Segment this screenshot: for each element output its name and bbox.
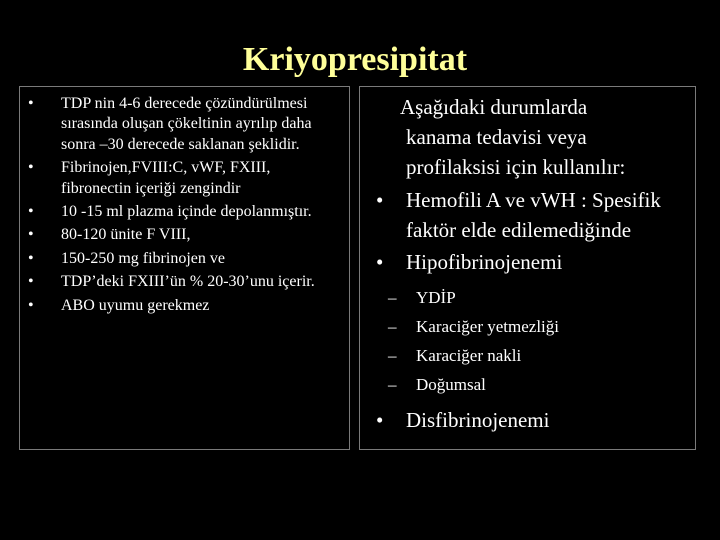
left-bullet-list bbox=[24, 94, 344, 319]
sub-item-text: Karaciğer yetmezliği bbox=[416, 317, 560, 336]
dash-icon: – bbox=[388, 317, 397, 336]
left-item-text: 10 -15 ml plazma içinde depolanmıştır. bbox=[61, 203, 312, 221]
bullet-icon: • bbox=[376, 408, 384, 432]
right-list-item bbox=[372, 405, 692, 435]
intro-line: Aşağıdaki durumlarda bbox=[400, 95, 588, 119]
bullet-icon: • bbox=[28, 95, 34, 112]
left-item-text: Fibrinojen,FVIII:C, vWF, FXIII, fibronectin içeriği zengindir bbox=[61, 159, 271, 197]
sub-list-item bbox=[372, 283, 692, 312]
left-list-item bbox=[24, 158, 344, 199]
sub-dash-list bbox=[372, 283, 692, 399]
bullet-icon: • bbox=[28, 226, 34, 244]
left-item-text: ABO uyumu gerekmez bbox=[61, 296, 210, 314]
right-list-item bbox=[372, 185, 692, 245]
left-item-text: TDP’deki FXIII’ün % 20-30’unu içerir. bbox=[61, 273, 315, 291]
intro-line: kanama tedavisi veya bbox=[406, 125, 587, 149]
sub-item-text: Karaciğer nakli bbox=[416, 346, 522, 365]
left-list-item bbox=[24, 249, 344, 269]
sub-item-text: YDİP bbox=[416, 288, 456, 307]
bullet-icon: • bbox=[28, 159, 34, 177]
dash-icon: – bbox=[388, 375, 397, 394]
left-list-item bbox=[24, 225, 344, 245]
sub-list-wrapper bbox=[372, 283, 692, 399]
left-list-item bbox=[24, 94, 344, 155]
slide-title: Kriyopresipitat bbox=[242, 41, 468, 78]
sub-item-text: Doğumsal bbox=[416, 375, 486, 394]
right-bullet-list bbox=[372, 185, 692, 437]
bullet-icon: • bbox=[376, 188, 384, 212]
sub-list-item bbox=[372, 341, 692, 370]
right-item-text: Hipofibrinojenemi bbox=[406, 250, 563, 274]
bullet-icon: • bbox=[376, 250, 384, 274]
dash-icon: – bbox=[388, 346, 397, 365]
sub-list-item bbox=[372, 312, 692, 341]
left-list-item bbox=[24, 202, 344, 222]
left-list-item bbox=[24, 296, 344, 316]
right-item-text: Hemofili A ve vWH : Spesifik faktör elde edilemediğinde bbox=[406, 188, 661, 242]
right-intro-text bbox=[386, 92, 692, 182]
sub-list-item bbox=[372, 370, 692, 399]
bullet-icon: • bbox=[28, 249, 34, 267]
left-item-text: 80-120 ünite F VIII, bbox=[61, 226, 191, 244]
left-item-text: 150-250 mg fibrinojen ve bbox=[61, 249, 225, 267]
left-item-text: TDP nin 4-6 derecede çözündürülmesi sırasında oluşan çökeltinin ayrılıp daha sonra –30 derecede saklanan şeklidir. bbox=[61, 95, 312, 153]
bullet-icon: • bbox=[28, 203, 34, 221]
bullet-icon: • bbox=[28, 273, 34, 291]
intro-line: profilaksisi için kullanılır: bbox=[406, 155, 626, 179]
dash-icon: – bbox=[388, 288, 397, 307]
bullet-icon: • bbox=[28, 296, 34, 314]
right-item-text: Disfibrinojenemi bbox=[406, 408, 550, 432]
right-list-item bbox=[372, 247, 692, 399]
left-list-item bbox=[24, 272, 344, 292]
